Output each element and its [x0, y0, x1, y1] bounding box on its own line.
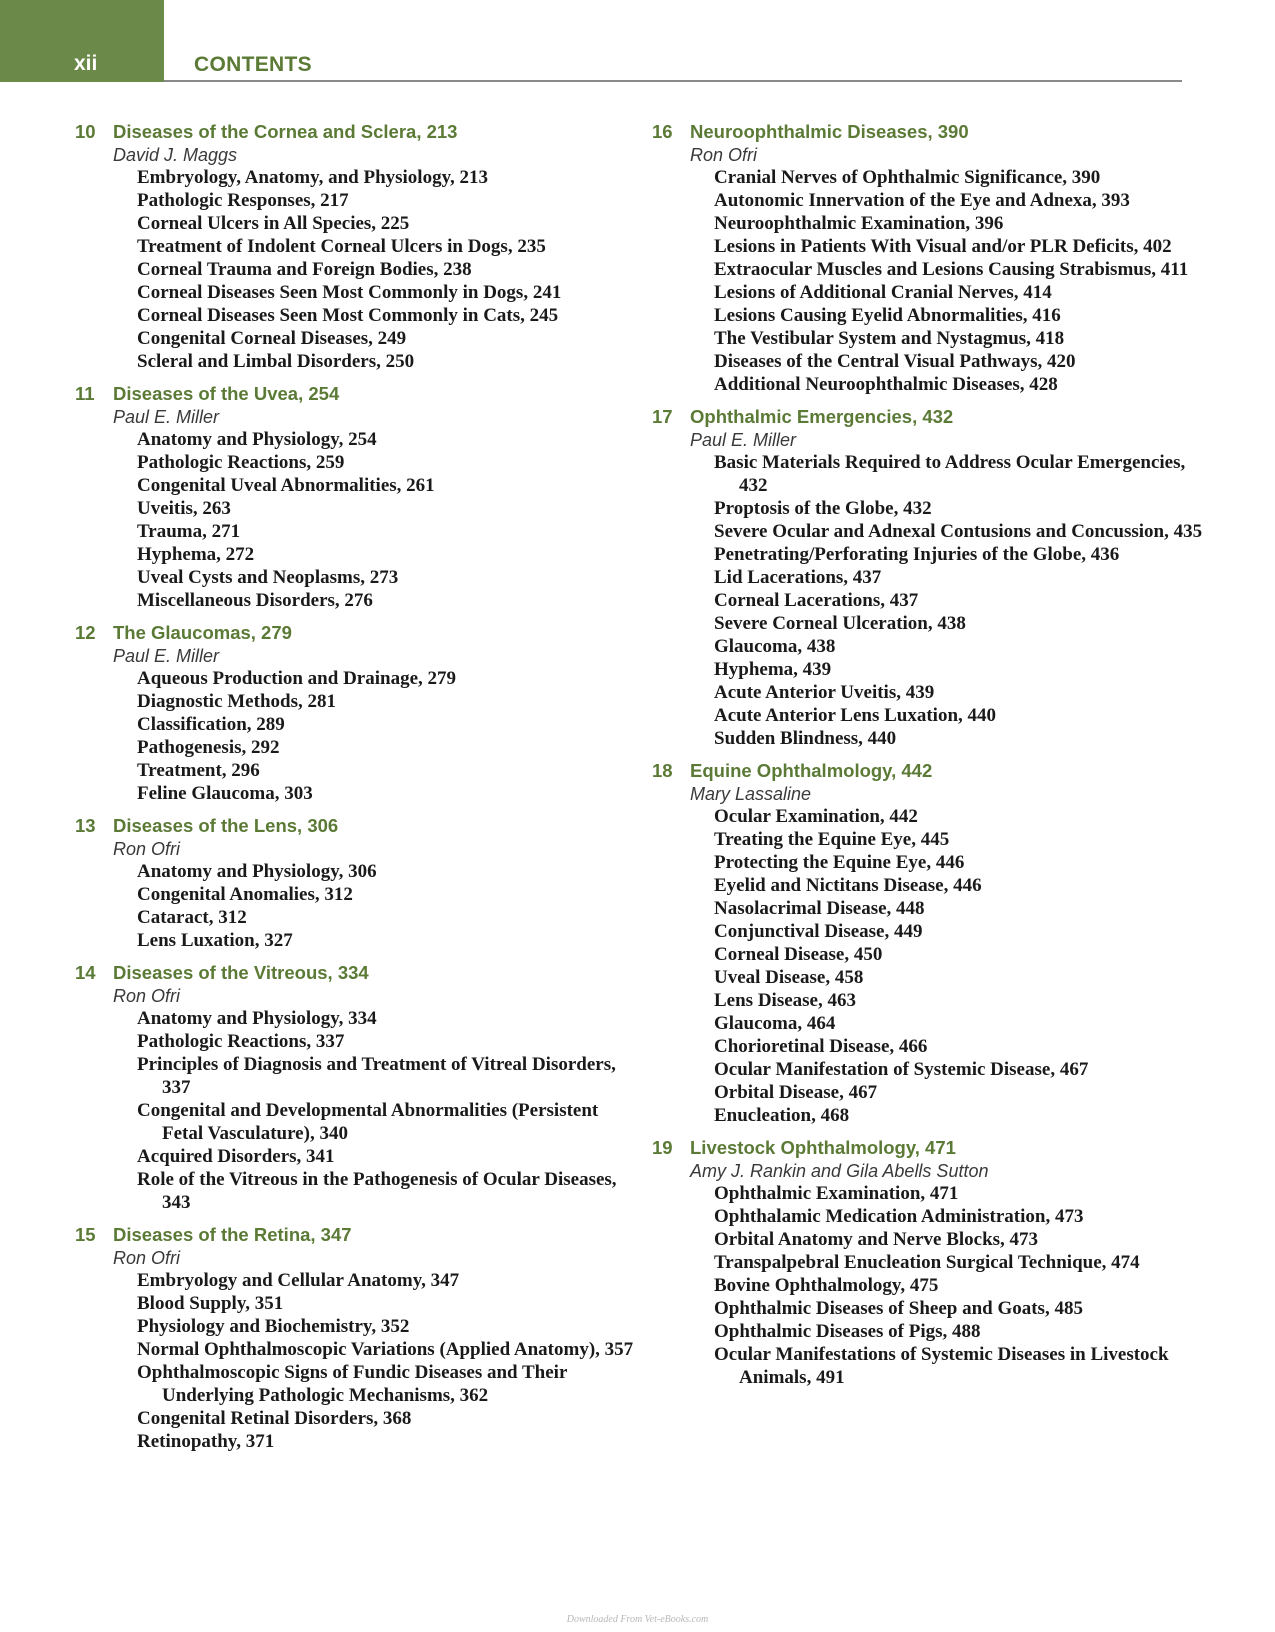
- chapter-author: Ron Ofri: [113, 1248, 181, 1268]
- section-item[interactable]: Severe Corneal Ulceration, 438: [714, 613, 966, 634]
- chapter-entry: [652, 1136, 1212, 1389]
- chapter-heading[interactable]: [652, 120, 1212, 144]
- section-list: [75, 667, 635, 805]
- section-item[interactable]: Treatment, 296: [137, 760, 260, 781]
- chapter-title: Diseases of the Retina, 347: [113, 1224, 352, 1245]
- section-item[interactable]: Anatomy and Physiology, 334: [137, 1008, 377, 1029]
- section-list: [652, 805, 1212, 1127]
- chapter-number: 14: [75, 962, 96, 983]
- section-item[interactable]: Uveal Disease, 458: [714, 967, 864, 988]
- section-item[interactable]: Congenital Retinal Disorders, 368: [137, 1408, 412, 1429]
- section-item[interactable]: Lesions Causing Eyelid Abnormalities, 416: [714, 305, 1061, 326]
- section-item[interactable]: Pathologic Responses, 217: [137, 190, 349, 211]
- section-item[interactable]: Lens Luxation, 327: [137, 930, 293, 951]
- section-item[interactable]: Anatomy and Physiology, 306: [137, 861, 377, 882]
- chapter-author: Ron Ofri: [113, 839, 181, 859]
- section-item[interactable]: Autonomic Innervation of the Eye and Adnexa, 393: [714, 190, 1130, 211]
- chapter-entry: [75, 382, 635, 612]
- section-item[interactable]: Scleral and Limbal Disorders, 250: [137, 351, 415, 372]
- chapter-number: 13: [75, 815, 96, 836]
- section-item[interactable]: Uveitis, 263: [137, 498, 231, 519]
- section-item[interactable]: Pathogenesis, 292: [137, 737, 280, 758]
- section-item[interactable]: Miscellaneous Disorders, 276: [137, 590, 373, 611]
- chapter-title: Diseases of the Cornea and Sclera, 213: [113, 121, 458, 142]
- section-item[interactable]: Transpalpebral Enucleation Surgical Technique, 474: [714, 1252, 1140, 1273]
- section-item[interactable]: Pathologic Reactions, 259: [137, 452, 345, 473]
- chapter-entry: [75, 120, 635, 373]
- section-item[interactable]: Acquired Disorders, 341: [137, 1146, 335, 1167]
- page-number: xii: [74, 52, 98, 75]
- section-item[interactable]: Corneal Trauma and Foreign Bodies, 238: [137, 259, 472, 280]
- chapter-entry: [75, 961, 635, 1214]
- section-item[interactable]: Ophthalmic Diseases of Pigs, 488: [714, 1321, 981, 1342]
- section-item[interactable]: Congenital Uveal Abnormalities, 261: [137, 475, 435, 496]
- section-item[interactable]: The Vestibular System and Nystagmus, 418: [714, 328, 1065, 349]
- section-list: [75, 1007, 635, 1214]
- section-list: [75, 1269, 635, 1453]
- section-item[interactable]: Cataract, 312: [137, 907, 247, 928]
- chapter-entry: [652, 120, 1212, 396]
- chapter-title: Ophthalmic Emergencies, 432: [690, 406, 954, 427]
- section-item[interactable]: Ophthalmic Examination, 471: [714, 1183, 959, 1204]
- section-item[interactable]: Extraocular Muscles and Lesions Causing Strabismus, 411: [714, 259, 1189, 280]
- section-item[interactable]: Uveal Cysts and Neoplasms, 273: [137, 567, 399, 588]
- chapter-title: Livestock Ophthalmology, 471: [690, 1137, 956, 1158]
- section-item[interactable]: Congenital and Developmental Abnormalities (Persistent Fetal Vasculature), 340: [137, 1100, 599, 1144]
- section-item[interactable]: Hyphema, 439: [714, 659, 832, 680]
- section-item[interactable]: Corneal Ulcers in All Species, 225: [137, 213, 410, 234]
- section-item[interactable]: Lens Disease, 463: [714, 990, 856, 1011]
- chapter-title: Diseases of the Vitreous, 334: [113, 962, 369, 983]
- chapter-number: 15: [75, 1224, 96, 1245]
- section-item[interactable]: Penetrating/Perforating Injuries of the Globe, 436: [714, 544, 1120, 565]
- section-item[interactable]: Diseases of the Central Visual Pathways, 420: [714, 351, 1076, 372]
- chapter-author: Ron Ofri: [690, 145, 758, 165]
- section-list: [652, 451, 1212, 750]
- chapter-title: Neuroophthalmic Diseases, 390: [690, 121, 969, 142]
- section-item[interactable]: Blood Supply, 351: [137, 1293, 284, 1314]
- chapter-title: Diseases of the Lens, 306: [113, 815, 339, 836]
- section-item[interactable]: Classification, 289: [137, 714, 285, 735]
- section-item[interactable]: Nasolacrimal Disease, 448: [714, 898, 925, 919]
- chapter-heading[interactable]: [75, 814, 635, 838]
- chapter-entry: [652, 759, 1212, 1127]
- section-item[interactable]: Additional Neuroophthalmic Diseases, 428: [714, 374, 1058, 395]
- section-item[interactable]: Role of the Vitreous in the Pathogenesis of Ocular Diseases, 343: [137, 1169, 617, 1213]
- section-item[interactable]: Treating the Equine Eye, 445: [714, 829, 950, 850]
- chapter-number: 16: [652, 121, 673, 142]
- chapter-number: 18: [652, 760, 673, 781]
- section-item[interactable]: Anatomy and Physiology, 254: [137, 429, 377, 450]
- section-item[interactable]: Acute Anterior Uveitis, 439: [714, 682, 935, 703]
- footer-watermark: Downloaded From Vet-eBooks.com: [566, 1614, 709, 1625]
- chapter-heading[interactable]: [652, 405, 1212, 429]
- section-item[interactable]: Cranial Nerves of Ophthalmic Significance, 390: [714, 167, 1101, 188]
- section-item[interactable]: Ocular Examination, 442: [714, 806, 918, 827]
- section-item[interactable]: Aqueous Production and Drainage, 279: [137, 668, 457, 689]
- section-item[interactable]: Congenital Anomalies, 312: [137, 884, 353, 905]
- chapter-number: 11: [75, 383, 95, 404]
- chapter-number: 10: [75, 121, 96, 142]
- chapter-author: Paul E. Miller: [113, 407, 220, 427]
- chapter-number: 19: [652, 1137, 673, 1158]
- section-item[interactable]: Pathologic Reactions, 337: [137, 1031, 345, 1052]
- chapter-heading[interactable]: [75, 961, 635, 985]
- section-item[interactable]: Severe Ocular and Adnexal Contusions and Concussion, 435: [714, 521, 1203, 542]
- chapter-author: Mary Lassaline: [690, 784, 812, 804]
- section-item[interactable]: Feline Glaucoma, 303: [137, 783, 313, 804]
- section-list: [652, 1182, 1212, 1389]
- section-item[interactable]: Corneal Disease, 450: [714, 944, 883, 965]
- chapter-entry: [75, 814, 635, 952]
- section-item[interactable]: Sudden Blindness, 440: [714, 728, 897, 749]
- section-item[interactable]: Embryology and Cellular Anatomy, 347: [137, 1270, 460, 1291]
- chapter-entry: [652, 405, 1212, 750]
- chapter-author: Ron Ofri: [113, 986, 181, 1006]
- chapter-number: 17: [652, 406, 673, 427]
- section-item[interactable]: Trauma, 271: [137, 521, 241, 542]
- chapter-heading[interactable]: [75, 382, 635, 406]
- section-item[interactable]: Treatment of Indolent Corneal Ulcers in Dogs, 235: [137, 236, 546, 257]
- section-item[interactable]: Lid Lacerations, 437: [714, 567, 882, 588]
- chapter-author: Paul E. Miller: [690, 430, 797, 450]
- section-item[interactable]: Ophthalamic Medication Administration, 473: [714, 1206, 1084, 1227]
- section-item[interactable]: Lesions of Additional Cranial Nerves, 414: [714, 282, 1052, 303]
- section-item[interactable]: Hyphema, 272: [137, 544, 255, 565]
- toc-column-left: [75, 120, 635, 1462]
- section-item[interactable]: Acute Anterior Lens Luxation, 440: [714, 705, 997, 726]
- section-item[interactable]: Eyelid and Nictitans Disease, 446: [714, 875, 982, 896]
- section-list: [652, 166, 1212, 396]
- chapter-number: 12: [75, 622, 96, 643]
- section-item[interactable]: Ophthalmoscopic Signs of Fundic Diseases and Their Underlying Pathologic Mechanisms, 362: [137, 1362, 568, 1406]
- section-item[interactable]: Chorioretinal Disease, 466: [714, 1036, 928, 1057]
- chapter-author: David J. Maggs: [113, 145, 238, 165]
- section-item[interactable]: Congenital Corneal Diseases, 249: [137, 328, 407, 349]
- section-item[interactable]: Normal Ophthalmoscopic Variations (Applied Anatomy), 357: [137, 1339, 634, 1360]
- chapter-title: Diseases of the Uvea, 254: [113, 383, 340, 404]
- section-item[interactable]: Bovine Ophthalmology, 475: [714, 1275, 939, 1296]
- section-list: [75, 428, 635, 612]
- section-item[interactable]: Ophthalmic Diseases of Sheep and Goats, 485: [714, 1298, 1083, 1319]
- chapter-entry: [75, 1223, 635, 1453]
- section-item[interactable]: Corneal Diseases Seen Most Commonly in Cats, 245: [137, 305, 559, 326]
- chapter-title: The Glaucomas, 279: [113, 622, 292, 643]
- section-item[interactable]: Diagnostic Methods, 281: [137, 691, 336, 712]
- section-list: [75, 860, 635, 952]
- section-item[interactable]: Ocular Manifestations of Systemic Diseases in Livestock Animals, 491: [714, 1344, 1169, 1388]
- section-item[interactable]: Ocular Manifestation of Systemic Disease, 467: [714, 1059, 1089, 1080]
- section-list: [75, 166, 635, 373]
- section-item[interactable]: Basic Materials Required to Address Ocular Emergencies, 432: [714, 452, 1186, 496]
- toc-column-right: [652, 120, 1212, 1398]
- section-item[interactable]: Principles of Diagnosis and Treatment of Vitreal Disorders, 337: [137, 1054, 616, 1098]
- chapter-heading[interactable]: [75, 120, 635, 144]
- section-item[interactable]: Physiology and Biochemistry, 352: [137, 1316, 410, 1337]
- section-item[interactable]: Proptosis of the Globe, 432: [714, 498, 932, 519]
- section-item[interactable]: Enucleation, 468: [714, 1105, 850, 1126]
- section-item[interactable]: Orbital Anatomy and Nerve Blocks, 473: [714, 1229, 1039, 1250]
- page-title: CONTENTS: [194, 53, 312, 76]
- section-item[interactable]: Neuroophthalmic Examination, 396: [714, 213, 1004, 234]
- chapter-heading[interactable]: [652, 1136, 1212, 1160]
- section-item[interactable]: Lesions in Patients With Visual and/or PLR Deficits, 402: [714, 236, 1172, 257]
- section-item[interactable]: Corneal Lacerations, 437: [714, 590, 919, 611]
- section-item[interactable]: Glaucoma, 438: [714, 636, 836, 657]
- section-item[interactable]: Conjunctival Disease, 449: [714, 921, 923, 942]
- chapter-heading[interactable]: [652, 759, 1212, 783]
- section-item[interactable]: Glaucoma, 464: [714, 1013, 836, 1034]
- chapter-entry: [75, 621, 635, 805]
- section-item[interactable]: Protecting the Equine Eye, 446: [714, 852, 965, 873]
- chapter-author: Paul E. Miller: [113, 646, 220, 666]
- chapter-heading[interactable]: [75, 1223, 635, 1247]
- header-divider: [164, 80, 1182, 82]
- section-item[interactable]: Embryology, Anatomy, and Physiology, 213: [137, 167, 489, 188]
- chapter-author: Amy J. Rankin and Gila Abells Sutton: [690, 1161, 989, 1181]
- section-item[interactable]: Corneal Diseases Seen Most Commonly in Dogs, 241: [137, 282, 562, 303]
- section-item[interactable]: Retinopathy, 371: [137, 1431, 275, 1452]
- chapter-title: Equine Ophthalmology, 442: [690, 760, 933, 781]
- chapter-heading[interactable]: [75, 621, 635, 645]
- section-item[interactable]: Orbital Disease, 467: [714, 1082, 878, 1103]
